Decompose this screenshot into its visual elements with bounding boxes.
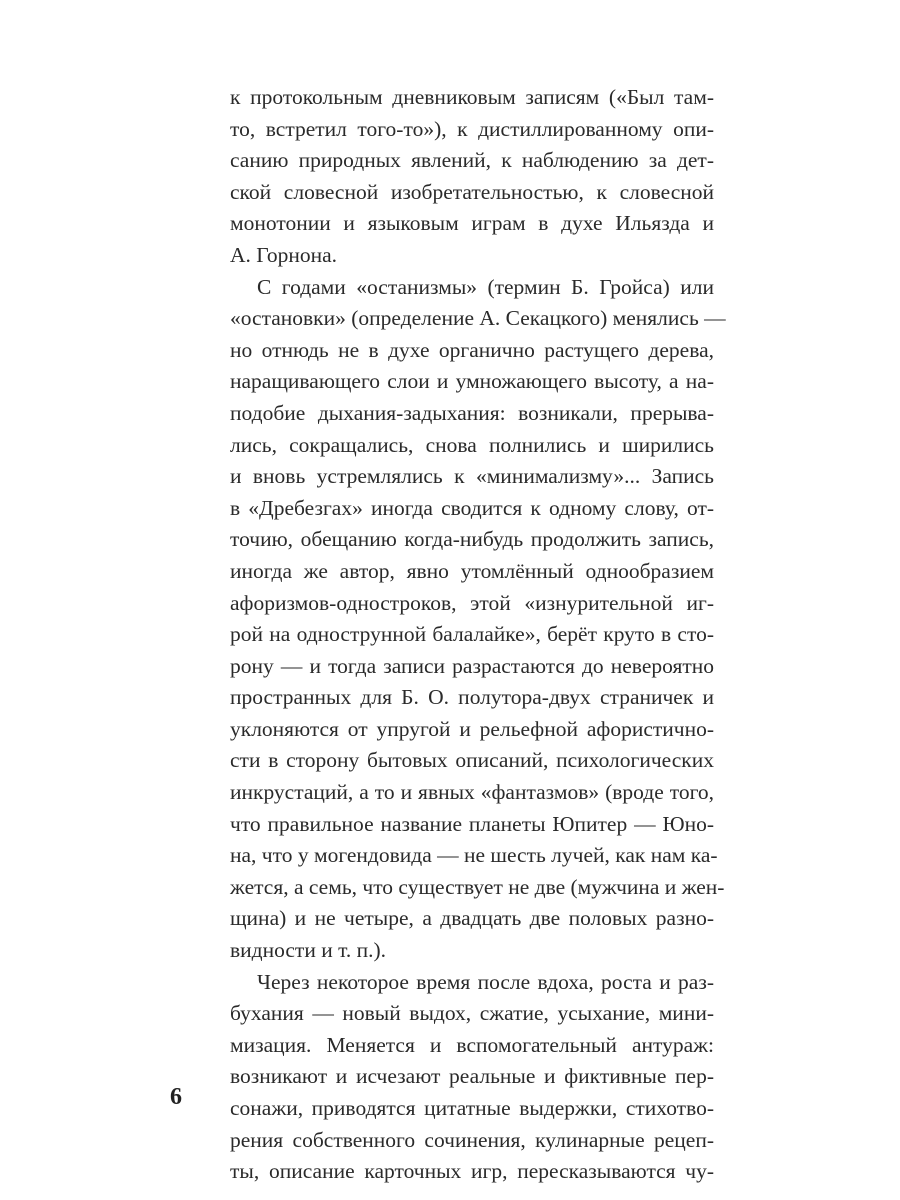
text-line: уклоняются от упругой и рельефной афористично- xyxy=(230,716,714,741)
text-line: бухания — новый выдох, сжатие, усыхание, мини- xyxy=(230,1001,714,1026)
text-line: сонажи, приводятся цитатные выдержки, стихотво- xyxy=(230,1096,714,1120)
text-line: Через некоторое время после вдоха, роста и раз- xyxy=(257,969,714,994)
text-line: щина) и не четыре, а двадцать две половых разно- xyxy=(230,906,714,931)
text-line: лись, сокращались, снова полнились и ширились xyxy=(230,432,714,457)
text-line: иногда же автор, явно утомлённый однообразием xyxy=(230,558,714,583)
text-line: «остановки» (определение А. Секацкого) менялись — xyxy=(230,306,726,331)
text-line: сти в сторону бытовых описаний, психологических xyxy=(230,748,714,773)
text-line: инкрустаций, а то и явных «фантазмов» (вроде того, xyxy=(230,780,714,805)
text-line: С годами «останизмы» (термин Б. Гройса) или xyxy=(257,274,714,299)
text-line: ской словесной изобретательностью, к словесной xyxy=(230,179,714,204)
text-line: наращивающего слои и умножающего высоту, а на- xyxy=(230,369,714,394)
body-text xyxy=(230,82,726,1188)
text-line: в «Дребезгах» иногда сводится к одному слову, от- xyxy=(230,495,714,520)
text-line: рону — и тогда записи разрастаются до невероятно xyxy=(230,653,714,678)
text-line: монотонии и языковым играм в духе Ильязда и xyxy=(230,211,714,236)
text-line: и вновь устремлялись к «минимализму»... Запись xyxy=(230,464,714,489)
text-line: что правильное название планеты Юпитер — Юно- xyxy=(230,811,714,836)
text-line: возникают и исчезают реальные и фиктивные пер- xyxy=(230,1064,714,1089)
text-line: к протокольным дневниковым записям («Был там- xyxy=(230,85,714,109)
text-line: афоризмов-одностроков, этой «изнурительной иг- xyxy=(230,590,714,615)
text-line: жется, а семь, что существует не две (мужчина и жен- xyxy=(230,874,725,899)
text-line: точию, обещанию когда-нибудь продолжить запись, xyxy=(230,527,714,552)
text-line: на, что у могендовида — не шесть лучей, как нам ка- xyxy=(230,843,718,868)
text-line: ты, описание карточных игр, пересказываются чу- xyxy=(230,1159,714,1184)
text-line: рения собственного сочинения, кулинарные рецеп- xyxy=(230,1127,714,1152)
text-line: рой на однострунной балалайке», берёт круто в сто- xyxy=(230,622,714,647)
page-number: 6 xyxy=(170,1084,182,1110)
text-line: мизация. Меняется и вспомогательный антураж: xyxy=(230,1032,714,1057)
text-line: А. Горнона. xyxy=(230,242,337,267)
text-line: санию природных явлений, к наблюдению за дет- xyxy=(230,148,714,173)
text-line: подобие дыхания-задыхания: возникали, прерыва- xyxy=(230,400,714,425)
text-line: видности и т. п.). xyxy=(230,938,387,963)
text-line: но отнюдь не в духе органично растущего дерева, xyxy=(230,337,714,362)
text-line: пространных для Б. О. полутора-двух страничек и xyxy=(230,685,714,710)
text-line: то, встретил того-то»), к дистиллированному опи- xyxy=(230,116,714,141)
